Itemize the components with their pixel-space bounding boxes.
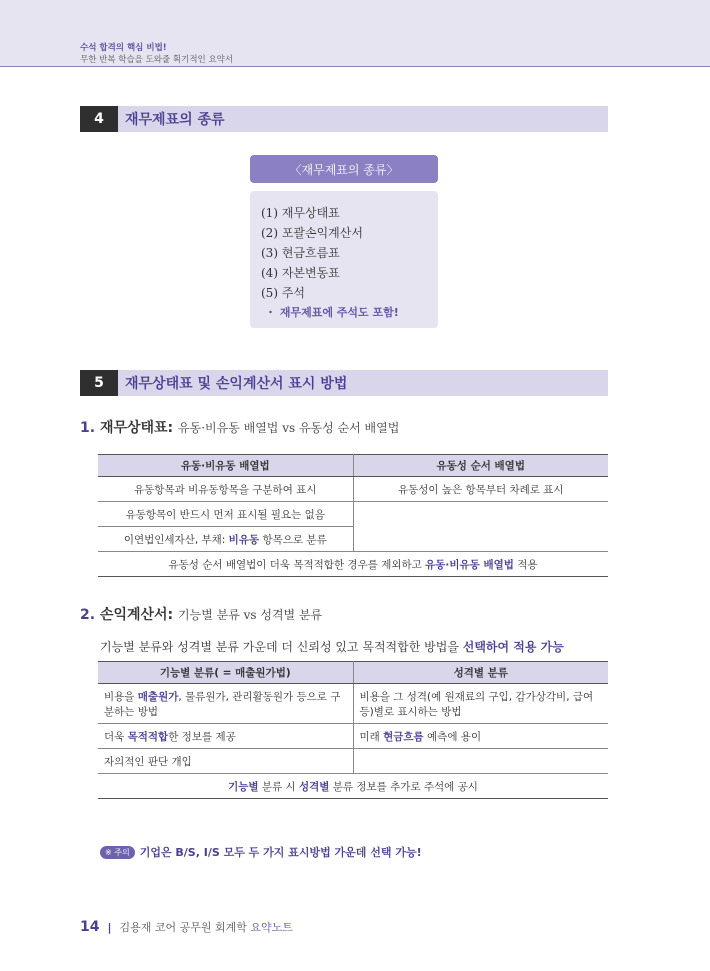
- subsection-2-heading: 2. 손익계산서: 기능별 분류 vs 성격별 분류: [80, 607, 323, 623]
- header-subtitle: 무한 반복 학습을 도와줄 획기적인 요약서: [80, 55, 234, 65]
- section-number: 5: [80, 370, 118, 396]
- list-item: (3) 현금흐름표: [261, 246, 340, 260]
- page-number: 14: [80, 919, 100, 935]
- income-statement-table: [98, 661, 608, 799]
- list-item: (1) 재무상태표: [261, 206, 340, 220]
- section-title: 재무제표의 종류: [125, 112, 225, 128]
- table-row: 이연법인세자산, 부채: 비유동 항목으로 분류: [98, 527, 608, 552]
- table-row: 비용을 매출원가, 물류원가, 관리활동원가 등으로 구분하는 방법 비용을 그 성격(예 원재료의 구입, 감가상각비, 급여 등)별로 표시하는 방법: [98, 684, 608, 724]
- caution-badge: ※ 주의: [100, 846, 135, 859]
- lead-text: 기능별 분류와 성격별 분류 가운데 더 신뢰성 있고 목적적합한 방법을 선택하여 적용 가능: [100, 640, 564, 654]
- balance-sheet-table: [98, 454, 608, 577]
- table-row: 자의적인 판단 개입: [98, 749, 608, 774]
- section-5-heading: [80, 370, 608, 396]
- subsection-1-heading: 1. 재무상태표: 유동·비유동 배열법 vs 유동성 순서 배열법: [80, 420, 400, 436]
- list-item: (5) 주석: [261, 286, 305, 300]
- kinds-box: [250, 191, 438, 328]
- table-header-row: 기능별 분류( = 매출원가법) 성격별 분류: [98, 662, 608, 684]
- caution-text: 기업은 B/S, I/S 모두 두 가지 표시방법 가운데 선택 가능!: [139, 846, 422, 859]
- list-item: (2) 포괄손익계산서: [261, 226, 363, 240]
- table-row: 기능별 분류 시 성격별 분류 정보를 추가로 주석에 공시: [98, 774, 608, 799]
- section-number: 4: [80, 106, 118, 132]
- book-title: 김용재 코어 공무원 회계학 요약노트: [119, 921, 293, 934]
- table-row: 더욱 목적적합한 정보를 제공 미래 현금흐름 예측에 용이: [98, 724, 608, 749]
- footer-divider: |: [107, 920, 112, 934]
- section-title: 재무상태표 및 손익계산서 표시 방법: [125, 376, 348, 392]
- table-row: 유동항목이 반드시 먼저 표시될 필요는 없음: [98, 502, 608, 527]
- page-footer: [80, 919, 293, 935]
- kinds-note: ・ 재무제표에 주석도 포함!: [265, 306, 399, 319]
- list-item: (4) 자본변동표: [261, 266, 340, 280]
- header-title: 수석 합격의 핵심 비법!: [80, 43, 167, 53]
- table-row: 유동성 순서 배열법이 더욱 목적적합한 경우를 제외하고 유동·비유동 배열법 적용: [98, 552, 608, 577]
- table-header-row: 유동·비유동 배열법 유동성 순서 배열법: [98, 455, 608, 477]
- table-row: 유동항목과 비유동항목을 구분하여 표시 유동성이 높은 항목부터 차례로 표시: [98, 477, 608, 502]
- section-4-heading: [80, 106, 608, 132]
- caution-note: [100, 844, 422, 860]
- kinds-box-title: 〈재무제표의 종류〉: [250, 155, 438, 183]
